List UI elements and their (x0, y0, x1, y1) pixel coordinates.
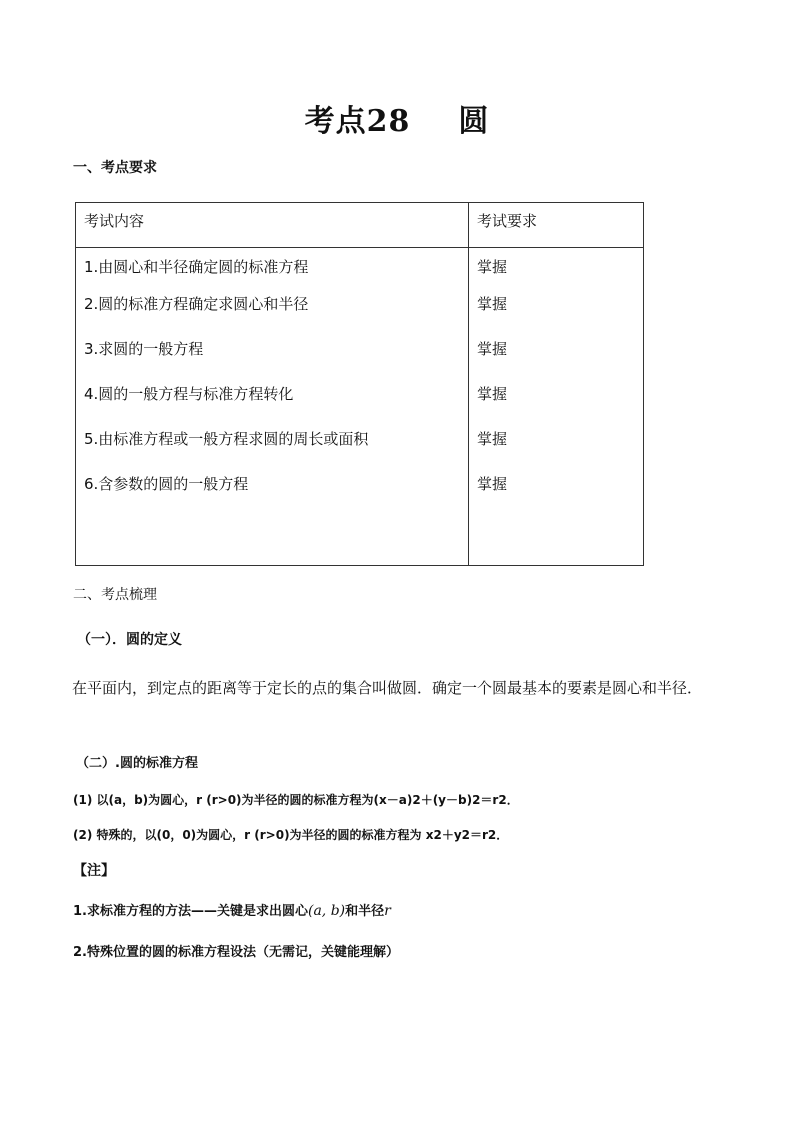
table-row: 4.圆的一般方程与标准方程转化 (84, 385, 294, 403)
title-main: 考点28 (304, 104, 411, 139)
section1-heading: 一、考点要求 (73, 160, 157, 176)
formula-general-center: (1) 以(a，b)为圆心，r (r>0)为半径的圆的标准方程为(x－a)2＋(y－b)2＝r2． (73, 793, 519, 807)
circle-definition-text: 在平面内，到定点的距离等于定长的点的集合叫做圆．确定一个圆最基本的要素是圆心和半径． (72, 679, 703, 697)
table-row: 5.由标准方程或一般方程求圆的周长或面积 (84, 430, 369, 448)
math-center: (a, b) (307, 903, 346, 919)
requirements-table (75, 202, 644, 566)
table-row: 1.由圆心和半径确定圆的标准方程 (84, 258, 309, 276)
table-cell-requirement: 掌握 (477, 430, 508, 448)
table-cell-requirement: 掌握 (477, 340, 508, 358)
table-cell-requirement: 掌握 (477, 475, 508, 493)
circle-definition-heading: （一）．圆的定义 (77, 632, 182, 648)
table-requirement-column (469, 248, 644, 566)
note-heading: 【注】 (73, 863, 115, 879)
math-radius: r (384, 903, 391, 919)
table-cell-requirement: 掌握 (477, 258, 508, 276)
table-header-content: 考试内容 (76, 203, 469, 248)
table-cell-requirement: 掌握 (477, 385, 508, 403)
section2-heading: 二、考点梳理 (73, 587, 157, 603)
table-row: 3.求圆的一般方程 (84, 340, 204, 358)
table-row: 2.圆的标准方程确定求圆心和半径 (84, 295, 309, 313)
note-item-1: 1.求标准方程的方法——关键是求出圆心(a, b)和半径r (73, 903, 391, 919)
table-row: 6.含参数的圆的一般方程 (84, 475, 249, 493)
table-content-column (76, 248, 469, 566)
standard-equation-heading: （二）.圆的标准方程 (76, 756, 198, 771)
title-topic: 圆 (458, 104, 490, 139)
table-header-requirement: 考试要求 (469, 203, 644, 248)
formula-origin-center: (2) 特殊的，以(0，0)为圆心，r (r>0)为半径的圆的标准方程为 x2＋y2＝r2． (73, 828, 509, 842)
page-title (0, 96, 794, 140)
note-item-2: 2.特殊位置的圆的标准方程设法（无需记，关键能理解） (73, 945, 399, 960)
table-cell-requirement: 掌握 (477, 295, 508, 313)
